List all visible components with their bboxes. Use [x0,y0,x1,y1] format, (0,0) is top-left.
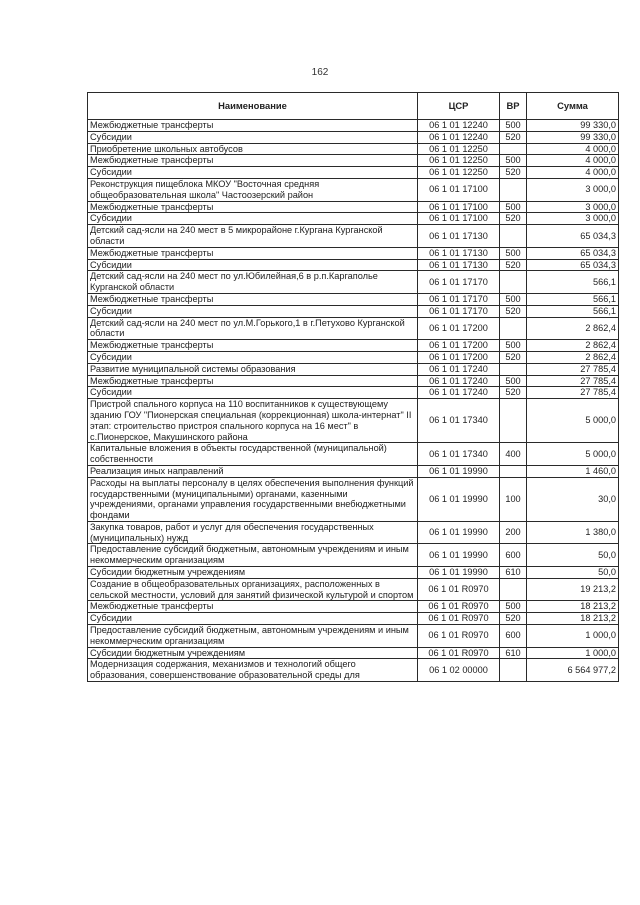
table-row [88,120,619,132]
cell-sum: 3 000,0 [527,213,619,225]
cell-name: Субсидии [88,613,418,625]
table-row [88,613,619,625]
cell-csr: 06 1 01 19990 [418,544,500,567]
cell-csr: 06 1 01 17200 [418,351,500,363]
cell-sum: 65 034,3 [527,247,619,259]
cell-name: Субсидии [88,305,418,317]
cell-vr: 610 [500,647,527,659]
cell-sum: 19 213,2 [527,578,619,601]
cell-sum: 3 000,0 [527,178,619,201]
cell-csr: 06 1 01 19990 [418,477,500,521]
cell-vr: 520 [500,167,527,179]
cell-name: Субсидии [88,387,418,399]
cell-vr: 500 [500,247,527,259]
cell-csr: 06 1 01 12240 [418,120,500,132]
cell-csr: 06 1 01 R0970 [418,625,500,648]
cell-vr: 500 [500,120,527,132]
cell-csr: 06 1 01 17340 [418,443,500,466]
table-row [88,317,619,340]
header-sum: Сумма [527,93,619,120]
table-row [88,259,619,271]
cell-vr [500,143,527,155]
cell-csr: 06 1 02 00000 [418,659,500,682]
cell-csr: 06 1 01 17100 [418,213,500,225]
cell-vr: 400 [500,443,527,466]
cell-csr: 06 1 01 17200 [418,317,500,340]
cell-name: Субсидии [88,167,418,179]
cell-sum: 4 000,0 [527,167,619,179]
cell-csr: 06 1 01 19990 [418,465,500,477]
cell-csr: 06 1 01 17130 [418,225,500,248]
cell-vr [500,178,527,201]
cell-sum: 566,1 [527,305,619,317]
cell-name: Создание в общеобразовательных организациях, расположенных в сельской местности, условий для занятий физической культурой и спортом [88,578,418,601]
cell-sum: 18 213,2 [527,601,619,613]
cell-name: Реализация иных направлений [88,465,418,477]
cell-name: Межбюджетные трансферты [88,201,418,213]
cell-vr: 520 [500,351,527,363]
cell-vr: 500 [500,340,527,352]
cell-csr: 06 1 01 12250 [418,155,500,167]
cell-name: Межбюджетные трансферты [88,340,418,352]
table-row [88,465,619,477]
cell-name: Расходы на выплаты персоналу в целях обеспечения выполнения функций государственными (муниципальными) органами, казенными учреждениями, органами управления государственными внебюджетными фондами [88,477,418,521]
cell-name: Субсидии [88,259,418,271]
cell-sum: 27 785,4 [527,363,619,375]
table-row [88,247,619,259]
cell-sum: 3 000,0 [527,201,619,213]
cell-name: Субсидии бюджетным учреждениям [88,647,418,659]
cell-sum: 4 000,0 [527,155,619,167]
cell-name: Предоставление субсидий бюджетным, автономным учреждениям и иным некоммерческим организациям [88,544,418,567]
table-row [88,201,619,213]
cell-vr: 500 [500,293,527,305]
cell-csr: 06 1 01 17100 [418,201,500,213]
cell-sum: 5 000,0 [527,399,619,443]
cell-sum: 5 000,0 [527,443,619,466]
cell-sum: 99 330,0 [527,131,619,143]
cell-sum: 1 460,0 [527,465,619,477]
cell-name: Межбюджетные трансферты [88,293,418,305]
cell-csr: 06 1 01 12250 [418,167,500,179]
cell-sum: 65 034,3 [527,225,619,248]
cell-name: Межбюджетные трансферты [88,601,418,613]
table-row [88,305,619,317]
cell-sum: 566,1 [527,293,619,305]
cell-vr: 520 [500,613,527,625]
table-row [88,375,619,387]
cell-name: Межбюджетные трансферты [88,120,418,132]
cell-name: Межбюджетные трансферты [88,247,418,259]
cell-name: Закупка товаров, работ и услуг для обеспечения государственных (муниципальных) нужд [88,521,418,544]
cell-sum: 2 862,4 [527,351,619,363]
header-name: Наименование [88,93,418,120]
cell-name: Детский сад-ясли на 240 мест по ул.Юбилейная,6 в р.п.Каргаполье Курганской области [88,271,418,294]
cell-vr [500,317,527,340]
cell-csr: 06 1 01 R0970 [418,647,500,659]
cell-name: Развитие муниципальной системы образования [88,363,418,375]
table-row [88,647,619,659]
cell-name: Субсидии бюджетным учреждениям [88,567,418,579]
page-number: 162 [311,67,329,78]
table-row [88,363,619,375]
cell-vr [500,225,527,248]
cell-sum: 18 213,2 [527,613,619,625]
table-row [88,625,619,648]
cell-sum: 30,0 [527,477,619,521]
cell-vr: 200 [500,521,527,544]
table-row [88,567,619,579]
header-vr: ВР [500,93,527,120]
cell-vr [500,578,527,601]
table-row [88,659,619,682]
cell-csr: 06 1 01 17170 [418,293,500,305]
cell-vr [500,465,527,477]
table-row [88,178,619,201]
cell-csr: 06 1 01 17170 [418,271,500,294]
table-row [88,443,619,466]
cell-vr: 600 [500,625,527,648]
cell-vr: 500 [500,601,527,613]
cell-name: Приобретение школьных автобусов [88,143,418,155]
cell-name: Детский сад-ясли на 240 мест по ул.М.Горького,1 в г.Петухово Курганской области [88,317,418,340]
table-row [88,213,619,225]
table-row [88,544,619,567]
cell-csr: 06 1 01 17240 [418,375,500,387]
cell-vr: 600 [500,544,527,567]
table-row [88,143,619,155]
cell-name: Субсидии [88,213,418,225]
cell-sum: 566,1 [527,271,619,294]
cell-csr: 06 1 01 R0970 [418,601,500,613]
cell-vr: 610 [500,567,527,579]
cell-csr: 06 1 01 17240 [418,363,500,375]
cell-csr: 06 1 01 17170 [418,305,500,317]
cell-vr: 100 [500,477,527,521]
cell-name: Межбюджетные трансферты [88,155,418,167]
cell-sum: 50,0 [527,567,619,579]
cell-vr: 520 [500,131,527,143]
cell-sum: 2 862,4 [527,317,619,340]
cell-vr: 500 [500,375,527,387]
cell-vr: 520 [500,213,527,225]
cell-csr: 06 1 01 12240 [418,131,500,143]
table-row [88,167,619,179]
table-row [88,225,619,248]
cell-sum: 27 785,4 [527,375,619,387]
cell-csr: 06 1 01 17240 [418,387,500,399]
table-row [88,477,619,521]
table-header-row [88,93,619,120]
cell-name: Субсидии [88,131,418,143]
cell-name: Модернизация содержания, механизмов и технологий общего образования, совершенствование образовательной среды для [88,659,418,682]
cell-vr: 500 [500,155,527,167]
cell-sum: 99 330,0 [527,120,619,132]
cell-name: Предоставление субсидий бюджетным, автономным учреждениям и иным некоммерческим организациям [88,625,418,648]
cell-csr: 06 1 01 17100 [418,178,500,201]
table-row [88,351,619,363]
budget-table [87,92,619,682]
table-row [88,578,619,601]
cell-name: Детский сад-ясли на 240 мест в 5 микрорайоне г.Кургана Курганской области [88,225,418,248]
cell-vr: 520 [500,387,527,399]
cell-sum: 65 034,3 [527,259,619,271]
cell-vr: 520 [500,259,527,271]
cell-csr: 06 1 01 17340 [418,399,500,443]
table-row [88,271,619,294]
cell-sum: 50,0 [527,544,619,567]
table-row [88,601,619,613]
table-row [88,131,619,143]
cell-csr: 06 1 01 19990 [418,567,500,579]
cell-sum: 1 000,0 [527,647,619,659]
cell-name: Реконструкция пищеблока МКОУ "Восточная средняя общеобразовательная школа" Частоозерский район [88,178,418,201]
cell-vr: 520 [500,305,527,317]
table-row [88,399,619,443]
table-row [88,155,619,167]
cell-csr: 06 1 01 12250 [418,143,500,155]
table-row [88,521,619,544]
cell-csr: 06 1 01 R0970 [418,613,500,625]
cell-sum: 6 564 977,2 [527,659,619,682]
cell-vr [500,271,527,294]
cell-csr: 06 1 01 19990 [418,521,500,544]
table-row [88,340,619,352]
cell-csr: 06 1 01 17130 [418,247,500,259]
cell-sum: 4 000,0 [527,143,619,155]
cell-vr [500,659,527,682]
table-row [88,293,619,305]
cell-sum: 27 785,4 [527,387,619,399]
cell-name: Межбюджетные трансферты [88,375,418,387]
cell-csr: 06 1 01 17200 [418,340,500,352]
cell-sum: 1 000,0 [527,625,619,648]
cell-csr: 06 1 01 R0970 [418,578,500,601]
cell-csr: 06 1 01 17130 [418,259,500,271]
cell-name: Капитальные вложения в объекты государственной (муниципальной) собственности [88,443,418,466]
cell-sum: 1 380,0 [527,521,619,544]
cell-name: Субсидии [88,351,418,363]
header-csr: ЦСР [418,93,500,120]
cell-sum: 2 862,4 [527,340,619,352]
cell-vr: 500 [500,201,527,213]
cell-vr [500,363,527,375]
cell-name: Пристрой спального корпуса на 110 воспитанников к существующему зданию ГОУ "Пионерская специальная (коррекционная) школа-интернат" II этап: строительство пристроя спального корпуса на 16 мест" в с.Пионерское, Макушинского района [88,399,418,443]
cell-vr [500,399,527,443]
table-row [88,387,619,399]
